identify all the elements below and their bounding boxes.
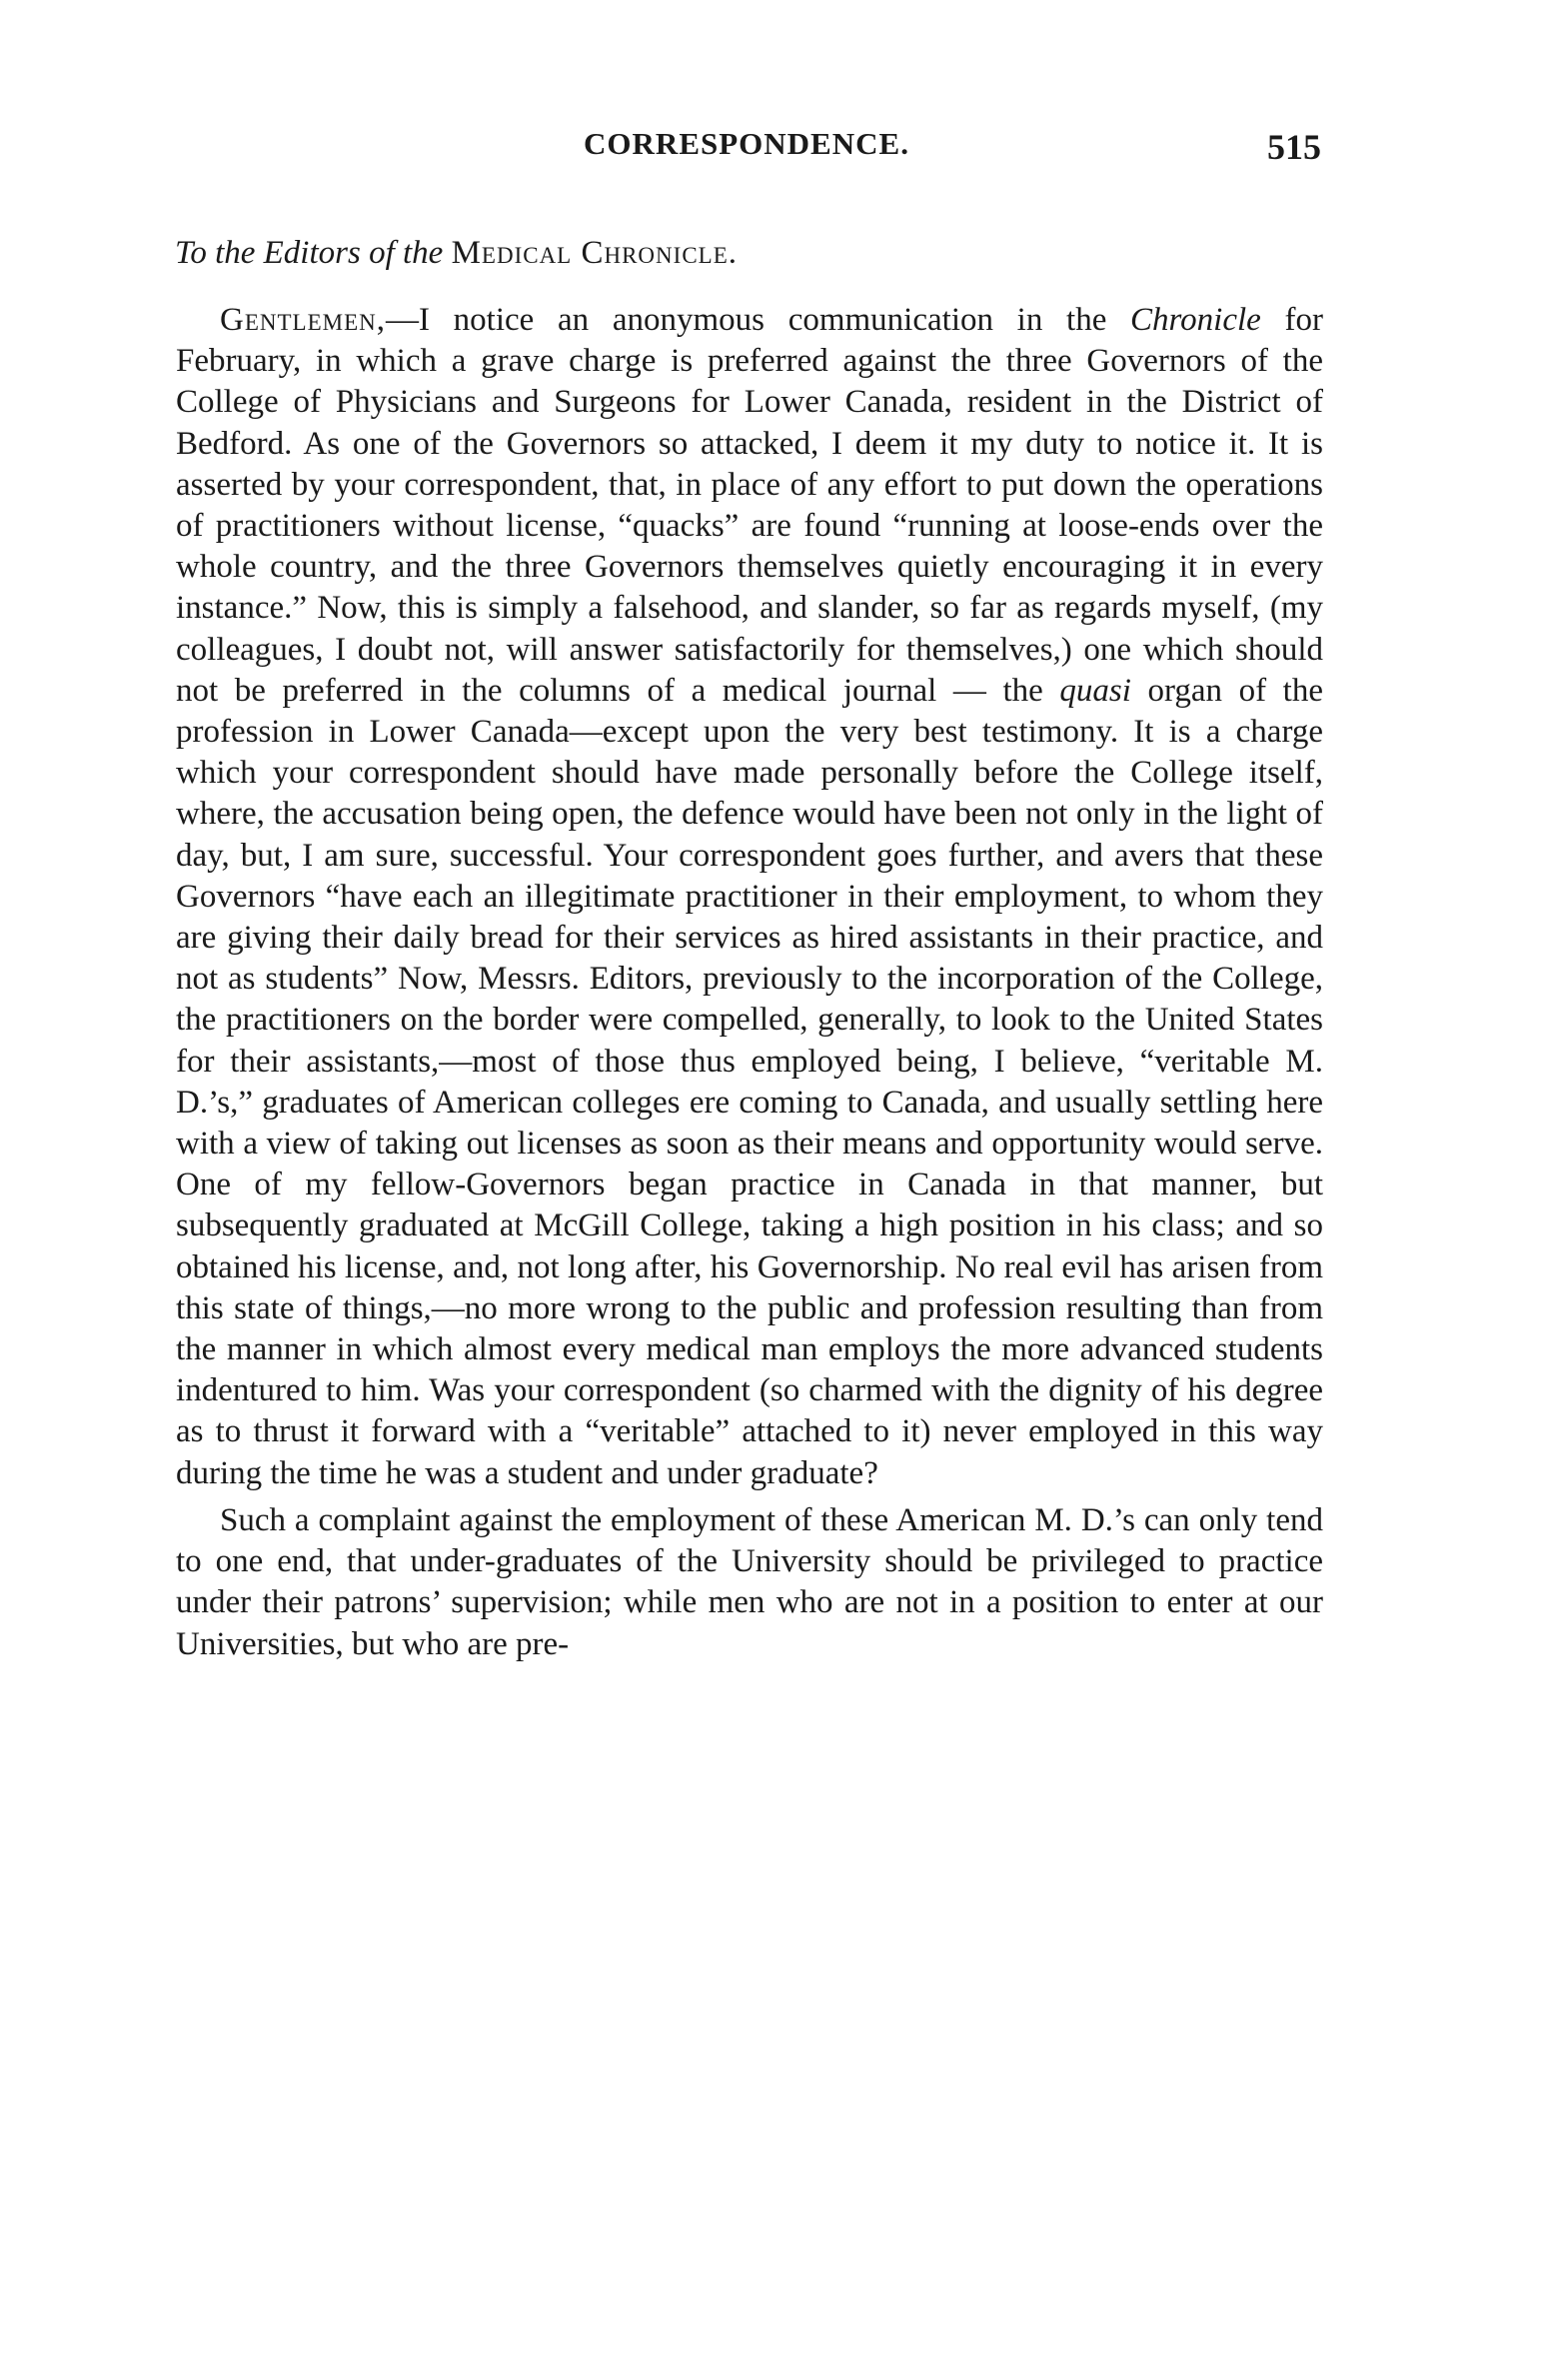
page-number: 515 [1267, 127, 1321, 167]
paragraph-1-text-b: for February, in which a grave charge is preferred against the three Governors of the College of Physicians and Surgeons for Lower Canada, resident in the District of Bedford. As one of the Governors so attacked, I deem it my duty to notice it. It is asserted by your correspondent, that, in place of any effort to put down the operations of practitioners without license, “quacks” are found “running at loose-ends over the whole country, and the three Governors themselves quietly encouraging it in every instance.” Now, this is simply a falsehood, and slander, so far as regards myself, (my colleagues, I doubt not, will answer satisfactorily for themselves,) one which should not be preferred in the columns of a medical journal — the [176, 302, 1323, 709]
letter-body [176, 300, 1323, 1665]
greeting: Gentlemen, [220, 302, 386, 338]
letter-address [175, 235, 1324, 272]
journal-name: Medical Chronicle. [451, 235, 739, 271]
page-header [172, 126, 1321, 176]
paragraph-1-text-c: organ of the profession in Lower Canada—except upon the very best testimony. It is a charge which your correspondent should have made personally before the College itself, where, the accusation being open, the defence would have been not only in the light of day, but, I am sure, successful. Your correspondent goes further, and avers that these Governors “have each an illegitimate practitioner in their employment, to whom they are giving their daily bread for their services as hired assistants in their practice, and not as students” Now, Messrs. Editors, previously to the incorporation of the College, the practitioners on the border were compelled, generally, to look to the United States for their assistants,—most of those thus employed being, I believe, “veritable M. D.’s,” graduates of American colleges ere coming to Canada, and usually settling here with a view of taking out licenses as soon as their means and opportunity would serve. One of my fellow-Governors began practice in Canada in that manner, but subsequently graduated at McGill College, taking a high position in his class; and so obtained his license, and, not long after, his Governorship. No real evil has arisen from this state of things,—no more wrong to the public and profession resulting than from the manner in which almost every medical man employs the more advanced students indentured to him. Was your correspondent (so charmed with the dignity of his degree as to thrust it forward with a “veritable” attached to it) never employed in this way during the time he was a student and under graduate? [176, 672, 1323, 1491]
paragraph-1 [176, 300, 1323, 1494]
quasi-italic: quasi [1059, 672, 1131, 709]
address-prefix: To the Editors of the [175, 235, 452, 271]
chronicle-italic: Chronicle [1130, 302, 1261, 338]
running-head: CORRESPONDENCE. [584, 126, 909, 161]
paragraph-2: Such a complaint against the employment of these American M. D.’s can only tend to one end, that under-graduates of the University should be privileged to practice under their patrons’ supervision; while men who are not in a position to enter at our Universities, but who are pre- [176, 1501, 1323, 1662]
paragraph-1-text-a: —I notice an anonymous communication in the [386, 302, 1131, 338]
